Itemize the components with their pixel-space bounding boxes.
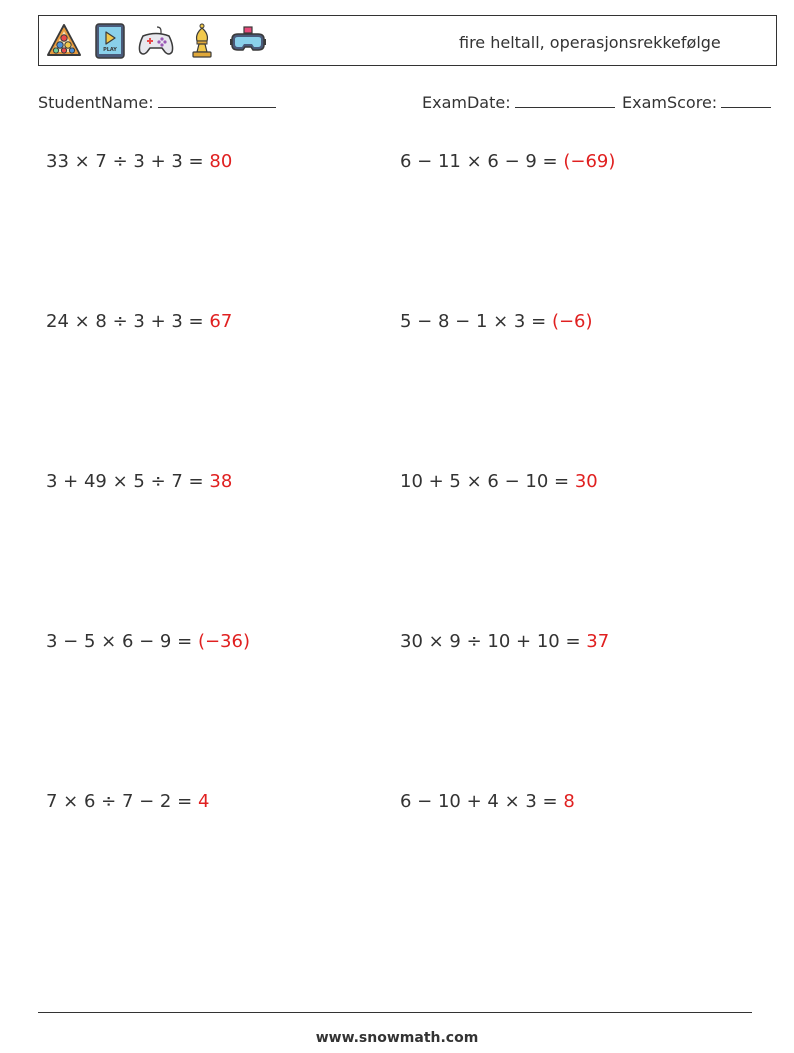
gamepad-icon <box>137 22 175 60</box>
problem-question: 24 × 8 ÷ 3 + 3 = <box>46 311 204 332</box>
problem-question: 5 − 8 − 1 × 3 = <box>400 311 547 332</box>
vr-headset-icon <box>229 22 267 60</box>
problem-question: 10 + 5 × 6 − 10 = <box>400 471 570 492</box>
problem-answer: 38 <box>209 471 233 492</box>
worksheet-header <box>38 15 777 66</box>
problem-5 <box>46 471 232 492</box>
problem-question: 6 − 10 + 4 × 3 = <box>400 791 558 812</box>
exam-score-label: ExamScore: <box>622 93 718 112</box>
problem-question: 6 − 11 × 6 − 9 = <box>400 151 558 172</box>
student-name-field[interactable] <box>38 93 276 112</box>
problem-question: 30 × 9 ÷ 10 + 10 = <box>400 631 581 652</box>
exam-date-blank[interactable] <box>515 93 615 108</box>
chess-bishop-icon <box>183 22 221 60</box>
problem-question: 33 × 7 ÷ 3 + 3 = <box>46 151 204 172</box>
footer-divider <box>38 1012 752 1013</box>
exam-date-field[interactable] <box>422 93 615 112</box>
problem-answer: (−69) <box>563 151 616 172</box>
problem-question: 7 × 6 ÷ 7 − 2 = <box>46 791 193 812</box>
problem-7 <box>46 631 250 652</box>
footer-url[interactable]: www.snowmath.com <box>315 1030 479 1046</box>
exam-date-label: ExamDate: <box>422 93 511 112</box>
problem-answer: (−36) <box>197 631 250 652</box>
problem-1 <box>46 151 232 172</box>
problem-answer: 37 <box>586 631 610 652</box>
problem-10 <box>400 791 575 812</box>
problem-8 <box>400 631 609 652</box>
problem-answer: 67 <box>209 311 233 332</box>
problem-4 <box>400 311 593 332</box>
problem-3 <box>46 311 232 332</box>
problem-6 <box>400 471 598 492</box>
exam-score-blank[interactable] <box>721 93 771 108</box>
problem-question: 3 − 5 × 6 − 9 = <box>46 631 193 652</box>
exam-score-field[interactable] <box>622 93 771 112</box>
problem-2 <box>400 151 615 172</box>
tablet-play-label: PLAY <box>103 47 117 53</box>
problem-answer: 80 <box>209 151 233 172</box>
student-name-blank[interactable] <box>158 93 276 108</box>
billiard-rack-icon <box>45 22 83 60</box>
problem-answer: (−6) <box>551 311 593 332</box>
worksheet-title: fire heltall, operasjonsrekkefølge <box>459 33 721 52</box>
tablet-play-icon <box>91 22 129 60</box>
problem-9 <box>46 791 209 812</box>
student-name-label: StudentName: <box>38 93 154 112</box>
problem-question: 3 + 49 × 5 ÷ 7 = <box>46 471 204 492</box>
header-icons <box>45 22 267 60</box>
problem-answer: 4 <box>197 791 210 812</box>
problem-answer: 30 <box>574 471 598 492</box>
problem-answer: 8 <box>563 791 575 812</box>
